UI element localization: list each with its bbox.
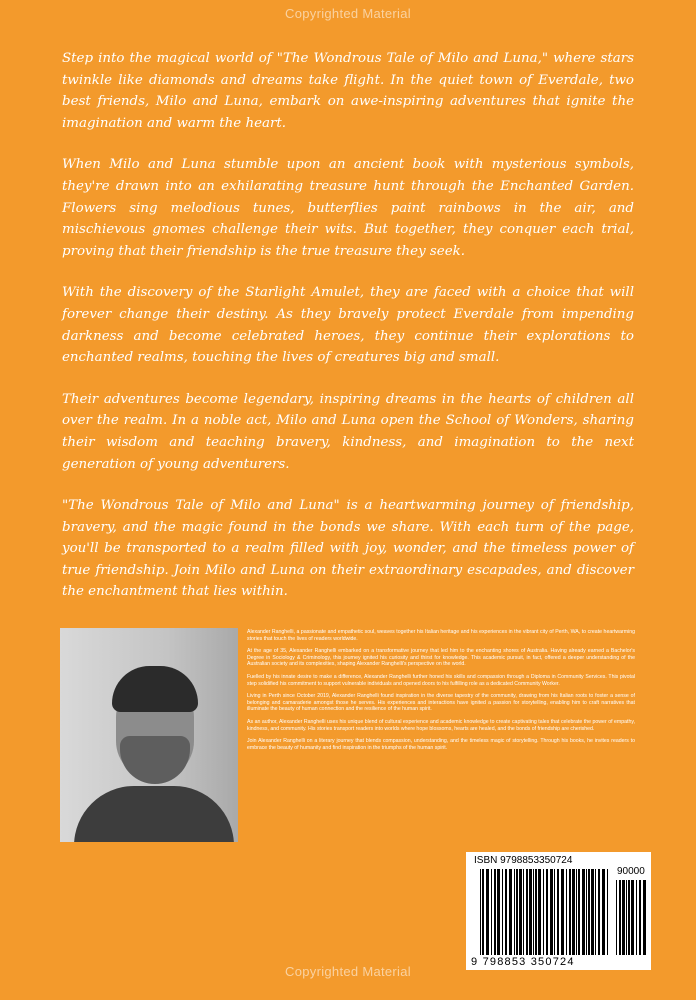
blurb-paragraph: With the discovery of the Starlight Amulet, they are faced with a choice that will forever change their destiny. As they bravely protect Everdale from impending darkness and become celebrated heroes, they continue their explorations to enchanted realms, touching the lives of creatures big and small. [62, 285, 634, 366]
bio-paragraph: Living in Perth since October 2019, Alexander Ranghelli found inspiration in the diverse tapestry of the community, drawing from his Italian roots to foster a sense of belonging and camaraderie amongst those he serves. His experiences and interactions have ignited a passion for storytelling, enabling him to craft narratives that illuminate the beauty of human connection and the resilience of the human spirit. [247, 693, 635, 713]
bio-paragraph: Fuelled by his innate desire to make a difference, Alexander Ranghelli further honed his skills and compassion through a Diploma in Community Services. This pivotal step solidified his commitment to support vulnerable individuals and opened doors to his fulfilling role as a dedicated Community Worker. [247, 673, 635, 687]
bio-paragraph: Alexander Ranghelli, a passionate and empathetic soul, weaves together his Italian heritage and his experiences in the vibrant city of Perth, WA, to create heartwarming stories that touch the lives of readers worldwide. [247, 629, 635, 642]
price-code: 90000 [617, 866, 645, 877]
author-photo [60, 628, 238, 842]
isbn-barcode [466, 852, 651, 970]
barcode-digits: 9 798853 350724 [471, 956, 575, 968]
barcode-bars-icon [466, 852, 651, 970]
back-cover-blurb [62, 48, 634, 623]
bio-paragraph: At the age of 35, Alexander Ranghelli embarked on a transformative journey that led him to the enchanting shores of Australia. Having already earned a Bachelor's Degree in Sociology & Criminology, this journey ignited his curiosity and thirst for knowledge. This academic pursuit, in fact, offered a deeper understanding of the Australian society and its complexities, shaping Alexander Ranghelli's perspective on the world. [247, 648, 635, 668]
watermark-top: Copyrighted Material [285, 6, 411, 21]
blurb-paragraph: "The Wondrous Tale of Milo and Luna" is a heartwarming journey of friendship, bravery, and the magic found in the bonds we share. With each turn of the page, you'll be transported to a realm filled with joy, wonder, and the timeless power of true friendship. Join Milo and Luna on their extraordinary escapades, and discover the enchantment that lies within. [62, 498, 634, 600]
blurb-paragraph: Step into the magical world of "The Wondrous Tale of Milo and Luna," where stars twinkle like diamonds and dreams take flight. In the quiet town of Everdale, two best friends, Milo and Luna, embark on awe-inspiring adventures that ignite the imagination and warm the heart. [62, 51, 634, 131]
bio-paragraph: As an author, Alexander Ranghelli uses his unique blend of cultural experience and academic knowledge to create captivating tales that celebrate the power of empathy, kindness, and community. His stories transport readers into worlds where hope blossoms, hearts are healed, and the bonds of friendship are cherished. [247, 718, 635, 732]
watermark-bottom: Copyrighted Material [285, 964, 411, 979]
author-bio [247, 629, 635, 757]
blurb-paragraph: When Milo and Luna stumble upon an ancient book with mysterious symbols, they're drawn into an exhilarating treasure hunt through the Enchanted Garden. Flowers sing melodious tunes, butterflies paint rainbows in the air, and mischievous gnomes challenge their wits. But together, they conquer each trial, proving that their friendship is the true treasure they seek. [62, 157, 634, 259]
bio-paragraph: Join Alexander Ranghelli on a literary journey that blends compassion, understanding, and the timeless magic of storytelling. Through his books, he invites readers to embrace the beauty of humanity and find inspiration in the triumphs of the human spirit. [247, 738, 635, 751]
blurb-paragraph: Their adventures become legendary, inspiring dreams in the hearts of children all over the realm. In a noble act, Milo and Luna open the School of Wonders, sharing their wisdom and teaching bravery, kindness, and imagination to the next generation of young adventurers. [62, 391, 634, 472]
isbn-label: ISBN 9798853350724 [474, 855, 573, 866]
